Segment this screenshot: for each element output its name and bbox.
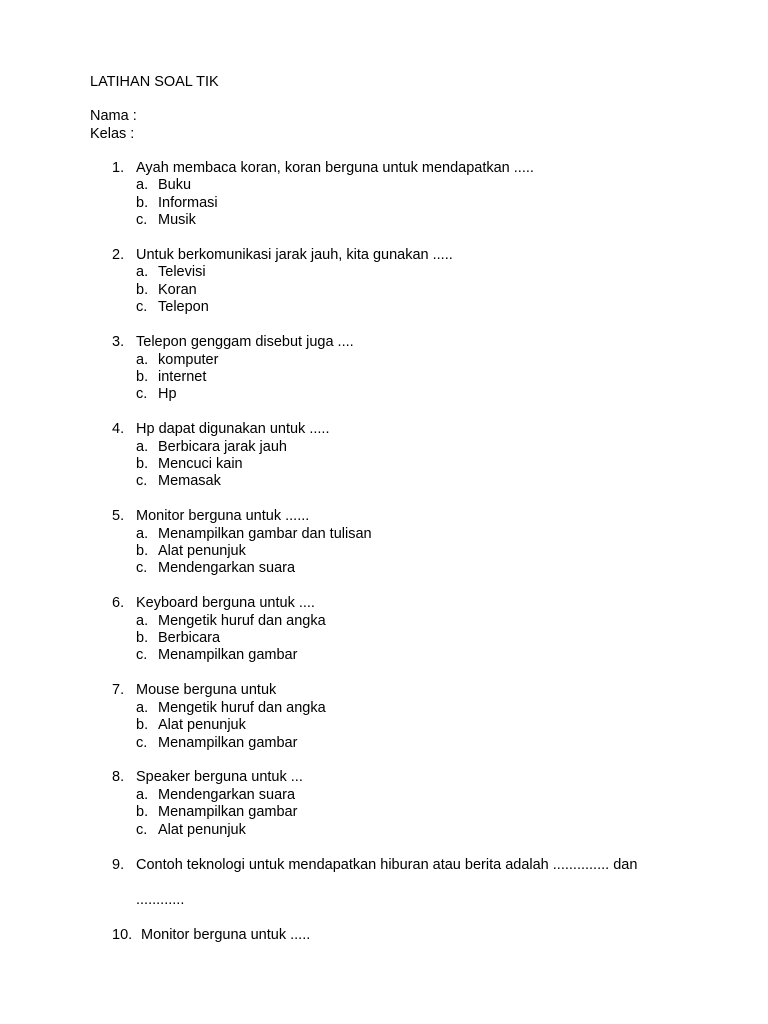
- option-letter: b.: [136, 717, 149, 734]
- question-number: 1.: [112, 160, 125, 176]
- option-letter: a.: [136, 525, 149, 542]
- question-number: 5.: [112, 508, 125, 525]
- option-letter: c.: [136, 386, 148, 403]
- option-text: Musik: [158, 212, 196, 229]
- option-text: Berbicara jarak jauh: [158, 438, 287, 455]
- option-letter: c.: [136, 299, 148, 316]
- option-a: [0, 700, 768, 717]
- class-field: [90, 126, 142, 143]
- question-8: [0, 769, 768, 839]
- option-letter: b.: [136, 194, 149, 211]
- option-text: Menampilkan gambar: [158, 734, 298, 751]
- option-text: internet: [158, 368, 207, 385]
- option-c: [0, 299, 768, 316]
- question-text: Monitor berguna untuk ......: [136, 508, 310, 525]
- question-number: 7.: [112, 682, 125, 699]
- option-b: [0, 717, 768, 734]
- option-a: [0, 177, 768, 194]
- option-a: [0, 526, 768, 543]
- question-continuation: ............: [136, 891, 185, 908]
- option-text: Mencuci kain: [158, 455, 243, 472]
- option-b: [0, 456, 768, 473]
- option-letter: b.: [136, 543, 149, 560]
- question-4: [0, 421, 768, 491]
- question-text: Mouse berguna untuk: [136, 682, 277, 699]
- name-field: [90, 108, 145, 125]
- option-text: Mengetik huruf dan angka: [158, 612, 326, 629]
- option-letter: c.: [136, 560, 148, 577]
- option-letter: a.: [136, 264, 149, 281]
- option-letter: a.: [136, 351, 149, 368]
- question-text: Hp dapat digunakan untuk .....: [136, 421, 330, 438]
- option-text: Alat penunjuk: [158, 821, 246, 838]
- question-number: 3.: [112, 334, 125, 351]
- option-letter: a.: [136, 177, 149, 194]
- option-a: [0, 439, 768, 456]
- option-text: Memasak: [158, 473, 221, 490]
- question-1: [0, 160, 768, 230]
- page-title: LATIHAN SOAL TIK: [90, 74, 219, 90]
- option-letter: b.: [136, 630, 149, 647]
- option-letter: a.: [136, 612, 149, 629]
- option-letter: a.: [136, 438, 149, 455]
- option-letter: b.: [136, 368, 149, 385]
- option-text: Koran: [158, 281, 197, 298]
- option-text: Hp: [158, 386, 177, 403]
- question-7: [0, 682, 768, 752]
- option-text: Televisi: [158, 264, 206, 281]
- option-b: [0, 630, 768, 647]
- question-number: 10.: [112, 926, 133, 943]
- option-text: Buku: [158, 177, 192, 194]
- option-text: Mendengarkan suara: [158, 786, 296, 803]
- option-text: Informasi: [158, 194, 218, 211]
- option-c: [0, 647, 768, 664]
- option-letter: b.: [136, 455, 149, 472]
- option-letter: c.: [136, 647, 148, 664]
- option-b: [0, 804, 768, 821]
- question-text: Keyboard berguna untuk ....: [136, 595, 315, 612]
- question-list: [0, 160, 768, 962]
- option-c: [0, 473, 768, 490]
- option-letter: c.: [136, 212, 148, 229]
- option-text: Menampilkan gambar: [158, 647, 298, 664]
- option-letter: b.: [136, 804, 149, 821]
- option-text: Mendengarkan suara: [158, 560, 296, 577]
- option-letter: c.: [136, 734, 148, 751]
- question-text: Ayah membaca koran, koran berguna untuk mendapatkan .....: [136, 160, 534, 176]
- option-letter: a.: [136, 699, 149, 716]
- option-text: Alat penunjuk: [158, 717, 246, 734]
- option-text: Telepon: [158, 299, 209, 316]
- question-number: 9.: [112, 856, 125, 873]
- option-text: komputer: [158, 351, 219, 368]
- question-text: Speaker berguna untuk ...: [136, 769, 303, 786]
- option-letter: a.: [136, 786, 149, 803]
- option-b: [0, 369, 768, 386]
- question-text: Untuk berkomunikasi jarak jauh, kita gunakan .....: [136, 247, 453, 264]
- option-letter: c.: [136, 473, 148, 490]
- option-a: [0, 264, 768, 281]
- question-3: [0, 334, 768, 404]
- option-b: [0, 282, 768, 299]
- question-2: [0, 247, 768, 317]
- option-letter: b.: [136, 281, 149, 298]
- question-number: 2.: [112, 247, 125, 264]
- option-b: [0, 543, 768, 560]
- question-text: Contoh teknologi untuk mendapatkan hiburan atau berita adalah .............. dan: [136, 856, 638, 873]
- option-text: Menampilkan gambar dan tulisan: [158, 525, 372, 542]
- option-text: Mengetik huruf dan angka: [158, 699, 326, 716]
- question-text: Telepon genggam disebut juga ....: [136, 334, 354, 351]
- option-a: [0, 613, 768, 630]
- question-6: [0, 595, 768, 665]
- option-a: [0, 787, 768, 804]
- question-number: 4.: [112, 421, 125, 438]
- question-number: 8.: [112, 769, 125, 786]
- option-a: [0, 352, 768, 369]
- option-c: [0, 212, 768, 229]
- option-c: [0, 822, 768, 839]
- question-9: [0, 857, 768, 910]
- question-text: Monitor berguna untuk .....: [141, 926, 311, 943]
- option-text: Berbicara: [158, 630, 221, 647]
- question-5: [0, 508, 768, 578]
- option-letter: c.: [136, 821, 148, 838]
- option-b: [0, 195, 768, 212]
- option-c: [0, 735, 768, 752]
- question-number: 6.: [112, 595, 125, 612]
- option-text: Alat penunjuk: [158, 543, 246, 560]
- name-label: Nama :: [90, 108, 137, 124]
- option-text: Menampilkan gambar: [158, 804, 298, 821]
- class-label: Kelas :: [90, 126, 135, 142]
- option-c: [0, 560, 768, 577]
- option-c: [0, 386, 768, 403]
- question-10: [0, 927, 768, 944]
